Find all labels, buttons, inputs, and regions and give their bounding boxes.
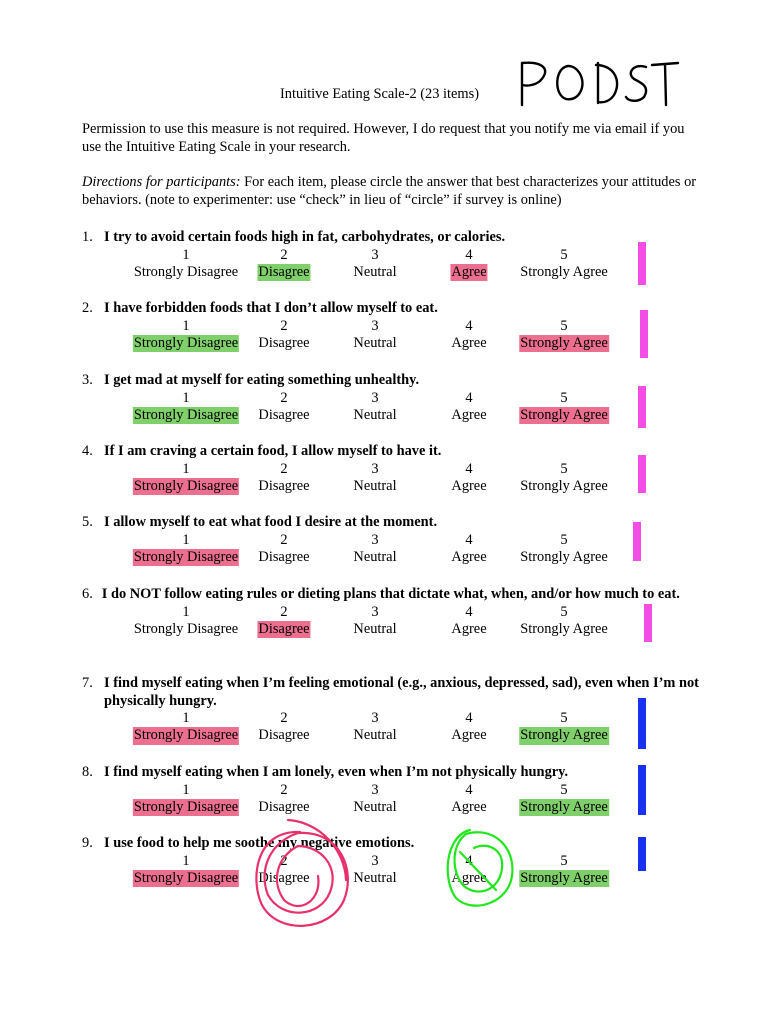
scale-number: 3 — [371, 317, 379, 334]
question-number: 2. — [82, 300, 93, 316]
scale-option-2[interactable]: Disagree — [258, 620, 310, 637]
question-item — [82, 764, 702, 818]
scale-number: 2 — [280, 460, 288, 477]
marker-bar — [638, 698, 646, 749]
scale-number: 1 — [182, 710, 190, 726]
marker-bar — [633, 522, 641, 561]
marker-bar — [644, 604, 652, 642]
response-scale — [82, 247, 702, 283]
question-item — [82, 443, 702, 497]
response-scale — [82, 532, 702, 568]
scale-option-5[interactable]: Strongly Agree — [520, 798, 608, 815]
scale-option-4[interactable]: Agree — [451, 477, 487, 494]
intro-paragraph: Permission to use this measure is not required. However, I do request that you notify me via email if you use the Intuitive Eating Scale in your research. — [82, 121, 685, 155]
scale-option-2[interactable]: Disagree — [258, 727, 310, 743]
scale-number: 4 — [465, 246, 473, 263]
scale-number: 1 — [182, 317, 190, 334]
scale-number: 5 — [560, 317, 568, 334]
scale-option-3[interactable]: Neutral — [353, 548, 397, 565]
scale-option-4[interactable]: Agree — [451, 798, 487, 815]
response-scale — [82, 461, 702, 497]
scale-number: 4 — [465, 531, 473, 548]
scale-number: 3 — [371, 531, 379, 548]
scale-number: 5 — [560, 531, 568, 548]
scale-option-1[interactable]: Strongly Disagree — [133, 263, 239, 280]
question-label: I allow myself to eat what food I desire at the moment. — [104, 514, 438, 530]
scale-number: 5 — [560, 460, 568, 477]
scale-number: 1 — [182, 460, 190, 477]
scale-option-5[interactable]: Strongly Agree — [520, 548, 608, 565]
scale-number: 4 — [465, 460, 473, 477]
scale-option-2[interactable]: Disagree — [258, 334, 310, 351]
scale-number: 2 — [280, 531, 288, 548]
scale-number: 4 — [465, 603, 473, 620]
scale-number: 5 — [560, 852, 568, 869]
marker-bar — [638, 455, 646, 493]
question-text — [82, 586, 702, 604]
scale-number: 1 — [182, 246, 190, 263]
question-item — [82, 372, 702, 426]
scale-option-4[interactable]: Agree — [451, 869, 487, 886]
question-text — [82, 835, 702, 853]
marker-bar — [640, 310, 648, 358]
question-number: 9. — [82, 835, 93, 851]
scale-option-5[interactable]: Strongly Agree — [520, 869, 608, 886]
question-label: I find myself eating when I’m feeling emotional (e.g., anxious, depressed, sad), even when I’m not physically hungry. — [104, 675, 699, 709]
scale-number: 3 — [371, 460, 379, 477]
question-number: 7. — [82, 675, 93, 691]
scale-option-2[interactable]: Disagree — [258, 406, 310, 423]
handwritten-post-mark — [510, 55, 680, 115]
question-text — [82, 300, 702, 318]
scale-number: 4 — [465, 317, 473, 334]
marker-bar — [638, 765, 646, 815]
question-number: 3. — [82, 372, 93, 388]
scale-option-2[interactable]: Disagree — [258, 263, 310, 280]
scale-option-3[interactable]: Neutral — [353, 798, 397, 815]
scale-number: 4 — [465, 781, 473, 798]
scale-option-4[interactable]: Agree — [451, 620, 487, 637]
response-scale — [82, 604, 702, 640]
question-text — [82, 514, 702, 532]
scale-number: 3 — [371, 389, 379, 406]
question-item — [82, 514, 702, 568]
question-label: I try to avoid certain foods high in fat, carbohydrates, or calories. — [104, 229, 506, 245]
scale-option-5[interactable]: Strongly Agree — [520, 334, 608, 351]
question-label: If I am craving a certain food, I allow myself to have it. — [104, 443, 442, 459]
scale-option-5[interactable]: Strongly Agree — [520, 263, 608, 280]
scale-number: 1 — [182, 603, 190, 620]
scale-option-4[interactable]: Agree — [451, 548, 487, 565]
marker-bar — [638, 242, 646, 285]
scale-number: 4 — [465, 710, 473, 726]
scale-number: 2 — [280, 389, 288, 406]
scale-option-1[interactable]: Strongly Disagree — [133, 334, 239, 351]
question-number: 1. — [82, 229, 93, 245]
scale-option-3[interactable]: Neutral — [353, 869, 397, 886]
directions-paragraph — [82, 174, 702, 209]
scale-option-2[interactable]: Disagree — [258, 477, 310, 494]
scale-number: 5 — [560, 389, 568, 406]
response-scale — [82, 390, 702, 426]
directions-label: Directions for participants: — [82, 174, 241, 190]
question-label: I use food to help me soothe my negative emotions. — [104, 835, 415, 851]
question-label: I find myself eating when I am lonely, even when I’m not physically hungry. — [104, 764, 569, 780]
scale-number: 4 — [465, 389, 473, 406]
question-text — [82, 443, 702, 461]
question-number: 4. — [82, 443, 93, 459]
marker-bar — [638, 837, 646, 871]
scale-option-4[interactable]: Agree — [451, 727, 487, 743]
scale-number: 1 — [182, 781, 190, 798]
scale-option-3[interactable]: Neutral — [353, 263, 397, 280]
scale-number: 1 — [182, 531, 190, 548]
scale-option-2[interactable]: Disagree — [258, 798, 310, 815]
page-title: Intuitive Eating Scale-2 (23 items) — [280, 86, 480, 102]
scale-number: 2 — [280, 852, 288, 869]
scale-option-2[interactable]: Disagree — [258, 869, 310, 886]
scale-option-1[interactable]: Strongly Disagree — [133, 620, 239, 637]
response-scale — [82, 710, 702, 746]
scale-number: 3 — [371, 603, 379, 620]
scale-number: 2 — [280, 781, 288, 798]
scale-option-3[interactable]: Neutral — [353, 620, 397, 637]
scale-number: 5 — [560, 710, 568, 726]
scale-number: 5 — [560, 781, 568, 798]
scale-number: 3 — [371, 781, 379, 798]
question-text — [82, 764, 702, 782]
scale-option-1[interactable]: Strongly Disagree — [133, 548, 239, 565]
response-scale — [82, 853, 702, 889]
marker-bar — [638, 386, 646, 428]
scale-number: 1 — [182, 852, 190, 869]
scale-number: 3 — [371, 710, 379, 726]
scale-option-4[interactable]: Agree — [451, 406, 487, 423]
scale-number: 3 — [371, 852, 379, 869]
question-label: I have forbidden foods that I don’t allow myself to eat. — [104, 300, 438, 316]
scale-option-5[interactable]: Strongly Agree — [520, 477, 608, 494]
scale-option-1[interactable]: Strongly Disagree — [133, 869, 239, 886]
scale-number: 5 — [560, 246, 568, 263]
scale-option-2[interactable]: Disagree — [258, 548, 310, 565]
scale-option-1[interactable]: Strongly Disagree — [133, 727, 239, 743]
scale-option-1[interactable]: Strongly Disagree — [133, 798, 239, 815]
response-scale — [82, 782, 702, 818]
scale-option-4[interactable]: Agree — [451, 334, 487, 351]
scale-option-5[interactable]: Strongly Agree — [520, 406, 608, 423]
scale-option-4[interactable]: Agree — [451, 263, 487, 280]
scale-option-3[interactable]: Neutral — [353, 334, 397, 351]
question-number: 6. — [82, 586, 93, 602]
scale-number: 4 — [465, 852, 473, 869]
question-item — [82, 835, 702, 889]
scale-option-1[interactable]: Strongly Disagree — [133, 406, 239, 423]
scale-number: 2 — [280, 246, 288, 263]
scale-number: 3 — [371, 246, 379, 263]
question-item — [82, 675, 702, 746]
scale-number: 2 — [280, 710, 288, 726]
question-text — [82, 229, 702, 247]
scale-option-1[interactable]: Strongly Disagree — [133, 477, 239, 494]
scale-option-3[interactable]: Neutral — [353, 406, 397, 423]
scale-option-3[interactable]: Neutral — [353, 477, 397, 494]
question-label: I get mad at myself for eating something unhealthy. — [104, 372, 420, 388]
scale-number: 1 — [182, 389, 190, 406]
scale-option-3[interactable]: Neutral — [353, 727, 397, 743]
scale-option-5[interactable]: Strongly Agree — [520, 727, 608, 743]
scale-number: 2 — [280, 603, 288, 620]
scale-number: 5 — [560, 603, 568, 620]
directions-text: For each item, please circle the answer that best characterizes your attitudes or behaviors. (note to experimenter: use “check” in lieu of “circle” if survey is online) — [82, 174, 697, 208]
question-text — [82, 675, 702, 710]
scale-option-5[interactable]: Strongly Agree — [520, 620, 608, 637]
question-number: 8. — [82, 764, 93, 780]
question-item — [82, 300, 702, 354]
scale-number: 2 — [280, 317, 288, 334]
question-number: 5. — [82, 514, 93, 530]
question-text — [82, 372, 702, 390]
question-item — [82, 586, 702, 640]
question-label: I do NOT follow eating rules or dieting plans that dictate what, when, and/or how much to eat. — [101, 586, 680, 602]
response-scale — [82, 318, 702, 354]
question-item — [82, 229, 702, 283]
